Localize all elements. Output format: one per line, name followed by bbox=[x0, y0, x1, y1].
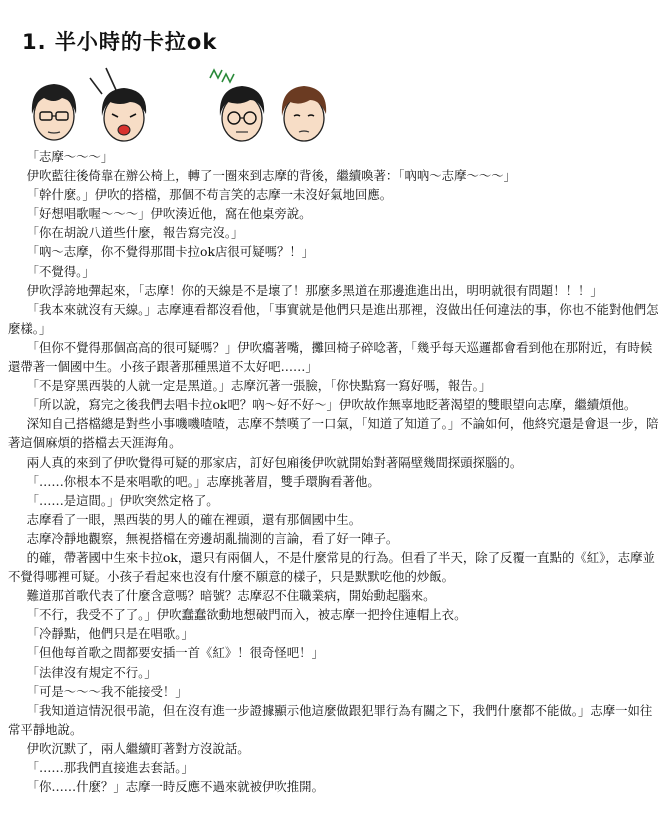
paragraph: 伊吹浮誇地彈起來，「志摩！你的天線是不是壞了！那麼多黑道在那邊進進出出，明明就很有問題！！！」 bbox=[26, 282, 603, 298]
character-illustration bbox=[14, 56, 344, 148]
paragraph: 「你……什麼？」志摩一時反應不過來就被伊吹推開。 bbox=[26, 779, 324, 795]
paragraph: 「吶～志摩，你不覺得那間卡拉ok店很可疑嗎？！」 bbox=[26, 244, 315, 260]
paragraph: 「……是這間。」伊吹突然定格了。 bbox=[26, 492, 219, 508]
chapter-title: 1. 半小時的卡拉ok bbox=[22, 30, 218, 54]
paragraph: 「但他每首歌之間都要安插一首《紅》！很奇怪吧！」 bbox=[26, 645, 324, 661]
paragraph: 伊吹沉默了，兩人繼續盯著對方沒說話。 bbox=[26, 740, 250, 756]
paragraph: 深知自己搭檔總是對些小事嘰嘰喳喳，志摩不禁嘆了一口氣，「知道了知道了。」不論如何，他終究還是會退一步，陪著這個麻煩的搭檔去天涯海角。 bbox=[8, 416, 659, 451]
story-text bbox=[8, 147, 660, 796]
brown-hair-boy-portrait bbox=[282, 86, 326, 141]
paragraph: 「我知道這情況很弔詭，但在沒有進一步證據顯示他這麼做跟犯罪行為有關之下，我們什麼都不能做。」志摩一如往常平靜地說。 bbox=[8, 702, 653, 737]
paragraph: 「……你根本不是來唱歌的吧。」志摩挑著眉，雙手環胸看著他。 bbox=[26, 473, 380, 489]
paragraph: 志摩冷靜地觀察，無視搭檔在旁邊胡亂揣測的言論，看了好一陣子。 bbox=[26, 530, 399, 546]
paragraph: 志摩看了一眼，黑西裝的男人的確在裡頭，還有那個國中生。 bbox=[26, 511, 362, 527]
paragraph: 「好想唱歌喔～～～」伊吹湊近他，窩在他桌旁說。 bbox=[26, 206, 312, 222]
paragraph: 「幹什麼。」伊吹的搭檔，那個不苟言笑的志摩一未沒好氣地回應。 bbox=[26, 187, 393, 203]
paragraph: 「……那我們直接進去套話。」 bbox=[26, 760, 194, 775]
paragraph: 的確，帶著國中生來卡拉ok，還只有兩個人，不是什麼常見的行為。但看了半天，除了反覆一直點的《紅》，志摩並不覺得哪裡可疑。小孩子看起來也沒有什麼不願意的樣子，只是默默吃他的炒飯。 bbox=[8, 549, 655, 585]
paragraph: 「我本來就沒有天線。」志摩連看都沒看他，「事實就是他們只是進出那裡，沒做出任何違法的事，你也不能對他們怎麼樣。」 bbox=[8, 301, 659, 336]
paragraph: 「志摩～～～」 bbox=[26, 149, 114, 164]
paragraph: 伊吹藍往後倚靠在辦公椅上，轉了一圈來到志摩的背後，繼續喚著：「吶吶～志摩～～～」 bbox=[26, 168, 517, 184]
paragraph: 兩人真的來到了伊吹覺得可疑的那家店，訂好包廂後伊吹就開始對著隔壁幾間探頭探腦的。 bbox=[26, 454, 523, 470]
paragraph: 「但你不覺得那個高高的很可疑嗎？」伊吹癟著嘴，攤回椅子碎唸著，「幾乎每天巡邏都會看到他在那附近，有時候還帶著一個國中生。小孩子跟著那種黑道不太好吧……」 bbox=[8, 339, 653, 375]
paragraph: 「不是穿黑西裝的人就一定是黑道。」志摩沉著一張臉，「你快點寫一寫好嗎，報告。」 bbox=[26, 378, 492, 394]
paragraph: 「可是～～～我不能接受！」 bbox=[26, 683, 188, 699]
paragraph: 「所以說，寫完之後我們去唱卡拉ok吧？吶～好不好～」伊吹故作無辜地眨著渴望的雙眼望向志摩，繼續煩他。 bbox=[26, 397, 637, 413]
glasses-boy-portrait bbox=[32, 84, 76, 140]
paragraph: 「法律沒有規定不行。」 bbox=[26, 664, 157, 680]
paragraph: 「冷靜點，他們只是在唱歌。」 bbox=[26, 626, 194, 642]
paragraph: 「不行，我受不了了。」伊吹蠢蠢欲動地想破門而入，被志摩一把拎住連帽上衣。 bbox=[26, 607, 467, 623]
paragraph: 「不覺得。」 bbox=[26, 263, 95, 279]
annoyed-glasses-boy-portrait bbox=[210, 70, 264, 141]
paragraph: 「你在胡說八道些什麼，報告寫完沒。」 bbox=[26, 225, 244, 241]
paragraph: 難道那首歌代表了什麼含意嗎？暗號？志摩忍不住職業病，開始動起腦來。 bbox=[26, 588, 436, 604]
shouting-boy-portrait bbox=[90, 68, 146, 141]
